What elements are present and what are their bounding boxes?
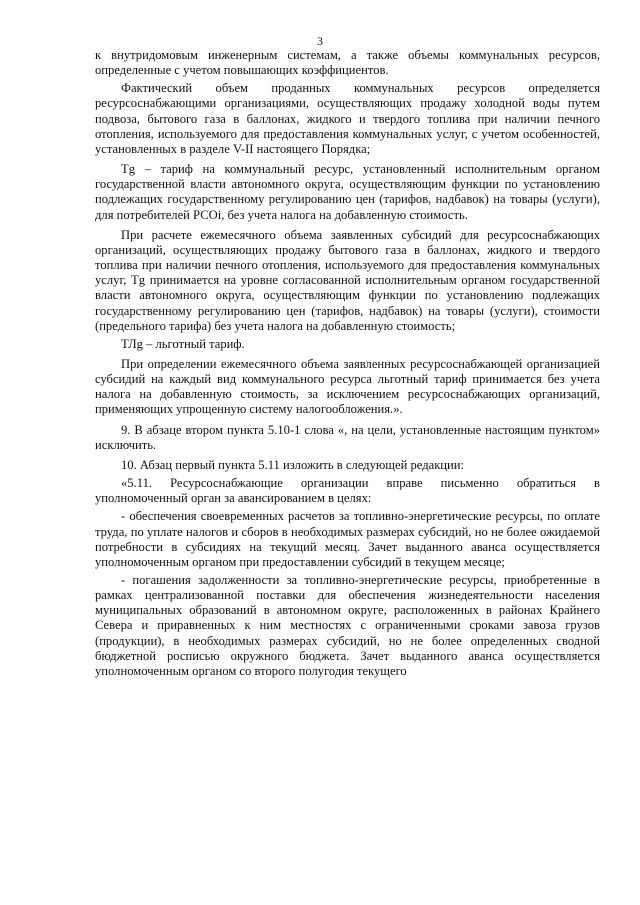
paragraph-continuation: к внутридомовым инженерным системам, а также объемы коммунальных ресурсов, определенные с учетом повышающих коэффициентов. bbox=[95, 48, 600, 78]
paragraph-item-10: 10. Абзац первый пункта 5.11 изложить в следующей редакции: bbox=[121, 457, 465, 472]
paragraph-subsidy-calculation: При расчете ежемесячного объема заявленных субсидий для ресурсоснабжающих организаций, осуществляющих продажу бытового газа в баллонах, жидкого и твердого топлива при наличии печного отопления, используемого для предоставления коммунальных услуг, Тg принимается на уровне согласованной исполнительным органом государственной власти автономного округа, осуществляющим функции по установлению подлежащих государственному регулированию цен (тарифов, надбавок) на товары (услуги), стоимости (предельного тарифа) без учета налога на добавленную стоимость; bbox=[95, 227, 600, 333]
paragraph-item-5-11: «5.11. Ресурсоснабжающие организации вправе письменно обратиться в уполномоченный орган за авансированием в целях: bbox=[95, 476, 600, 506]
paragraph-bullet-debt: - погашения задолженности за топливно-энергетические ресурсы, приобретенные в рамках централизованной поставки для обеспечения жизнедеятельности населения муниципальных образований в автономном округе, расположенных в районах Крайнего Севера и приравненных к ним местностях с ограниченными сроками завоза грузов (продукции), в необходимых размерах субсидий, но не более определенных сводной бюджетной росписью окружного бюджета. Зачет выданного аванса осуществляется уполномоченным органом со второго полугодия текущего bbox=[95, 573, 600, 678]
paragraph-bullet-settlements: - обеспечения своевременных расчетов за топливно-энергетические ресурсы, по оплате труда, по уплате налогов и сборов в необходимых размерах субсидий, но не более ожидаемой потребности в субсидиях на текущий месяц. Зачет выданного аванса осуществляется уполномоченным органом при предоставлении субсидий в текущем месяце; bbox=[95, 509, 600, 569]
page-number: 3 bbox=[317, 34, 323, 48]
paragraph-item-9: 9. В абзаце втором пункта 5.10-1 слова «, на цели, установленные настоящим пунктом» исключить. bbox=[95, 422, 600, 452]
paragraph-preferential-tariff: При определении ежемесячного объема заявленных ресурсоснабжающей организацией субсидий на каждый вид коммунального ресурса льготный тариф принимается без учета налога на добавленную стоимость, за исключением ресурсоснабжающих организаций, применяющих упрощенную систему налогообложения.». bbox=[95, 356, 600, 417]
paragraph-actual-volume: Фактический объем проданных коммунальных ресурсов определяется ресурсоснабжающими организациями, осуществляющих продажу холодной воды путем подвоза, бытового газа в баллонах, жидкого и твердого топлива при наличии печного отопления, используемого для предоставления коммунальных услуг, с учетом особенностей, установленных в разделе V-II настоящего Порядка; bbox=[95, 81, 600, 156]
document-body bbox=[95, 48, 600, 679]
paragraph-tlg-definition: ТЛg – льготный тариф. bbox=[121, 336, 245, 351]
paragraph-tg-definition: Тg – тариф на коммунальный ресурс, установленный исполнительным органом государственной власти автономного округа, осуществляющим функции по установлению подлежащих государственному регулированию цен (тарифов, надбавок) на товары (услуги), для потребителей РСОi, без учета налога на добавленную стоимость. bbox=[95, 162, 600, 222]
